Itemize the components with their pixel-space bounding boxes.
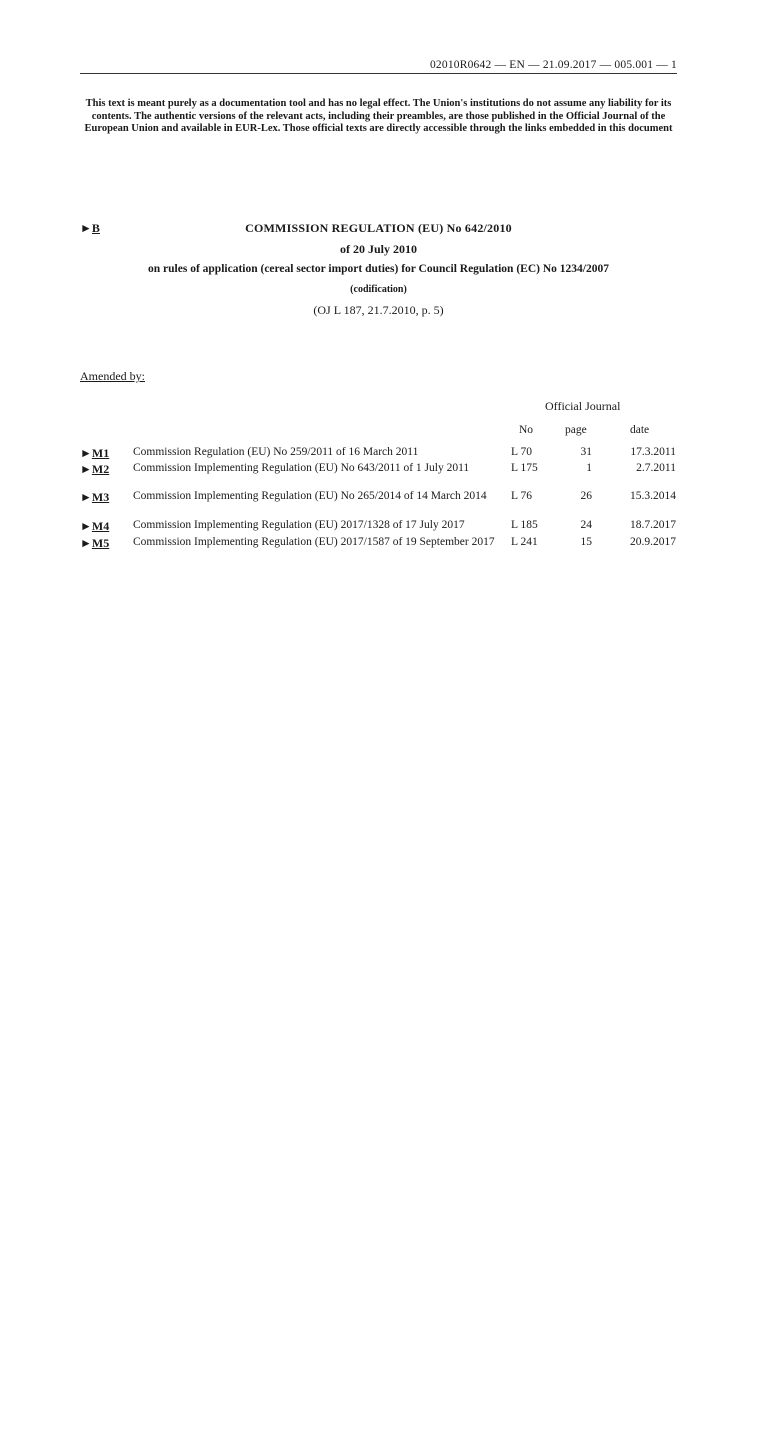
marker-arrow-icon: ► (80, 519, 92, 533)
amendment-oj-page: 31 (580, 446, 592, 458)
amendment-description: Commission Implementing Regulation (EU) No 643/2011 of 1 July 2011 (133, 462, 470, 474)
regulation-date: of 20 July 2010 (339, 242, 417, 256)
legal-disclaimer: This text is meant purely as a documentation tool and has no legal effect. The Union's institutions do not assume any liability for its contents. The authentic versions of the relevant acts, including their preambles, are those published in the Official Journal of the European Union and available in EUR-Lex. Those official texts are directly accessible through the links embedded in this document (84, 98, 673, 134)
regulation-subject: on rules of application (cereal sector import duties) for Council Regulation (EC) No 1234/2007 (148, 263, 609, 275)
amendment-description: Commission Implementing Regulation (EU) 2017/1587 of 19 September 2017 (133, 536, 495, 548)
amendment-marker[interactable] (80, 446, 109, 461)
marker-arrow-icon: ► (80, 446, 92, 460)
column-header-page: page (565, 424, 587, 436)
marker-code: M1 (91, 446, 110, 460)
amendment-description: Commission Implementing Regulation (EU) 2017/1328 of 17 July 2017 (133, 519, 465, 531)
amendment-oj-number: L 175 (511, 462, 538, 474)
marker-arrow-icon: ► (80, 221, 92, 235)
marker-arrow-icon: ► (80, 462, 92, 476)
official-journal-heading: Official Journal (545, 399, 621, 413)
marker-code: M4 (91, 519, 110, 533)
marker-arrow-icon: ► (80, 536, 92, 550)
regulation-codification: (codification) (350, 284, 407, 295)
regulation-oj-reference: (OJ L 187, 21.7.2010, p. 5) (313, 303, 444, 317)
document-reference-header: 02010R0642 — EN — 21.09.2017 — 005.001 — 1 (80, 59, 677, 74)
regulation-title: COMMISSION REGULATION (EU) No 642/2010 (245, 221, 512, 235)
column-header-date: date (630, 424, 650, 436)
amended-by-label: Amended by: (80, 369, 145, 383)
marker-code: B (91, 221, 100, 235)
amendment-description: Commission Regulation (EU) No 259/2011 of 16 March 2011 (133, 446, 419, 458)
column-header-no: No (519, 424, 534, 436)
amendment-oj-date: 2.7.2011 (636, 462, 676, 474)
amendment-oj-number: L 70 (511, 446, 532, 458)
amendment-oj-page: 24 (580, 519, 592, 531)
marker-arrow-icon: ► (80, 490, 92, 504)
amendment-oj-date: 18.7.2017 (630, 519, 676, 531)
amendment-oj-page: 1 (586, 462, 592, 474)
amendment-oj-date: 17.3.2011 (630, 446, 676, 458)
amendment-oj-number: L 185 (511, 519, 538, 531)
amendment-description: Commission Implementing Regulation (EU) No 265/2014 of 14 March 2014 (133, 490, 487, 502)
amendment-oj-number: L 241 (511, 536, 538, 548)
amendment-oj-page: 26 (580, 490, 592, 502)
amendment-oj-page: 15 (580, 536, 592, 548)
amendment-oj-date: 15.3.2014 (630, 490, 676, 502)
amendment-oj-number: L 76 (511, 490, 532, 502)
marker-code: M5 (91, 536, 110, 550)
amendment-marker[interactable] (80, 462, 109, 477)
amendment-marker[interactable] (80, 519, 109, 534)
amendment-marker[interactable] (80, 536, 109, 551)
amendment-oj-date: 20.9.2017 (630, 536, 676, 548)
amendment-marker[interactable] (80, 490, 109, 505)
marker-code: M3 (91, 490, 110, 504)
marker-code: M2 (91, 462, 110, 476)
